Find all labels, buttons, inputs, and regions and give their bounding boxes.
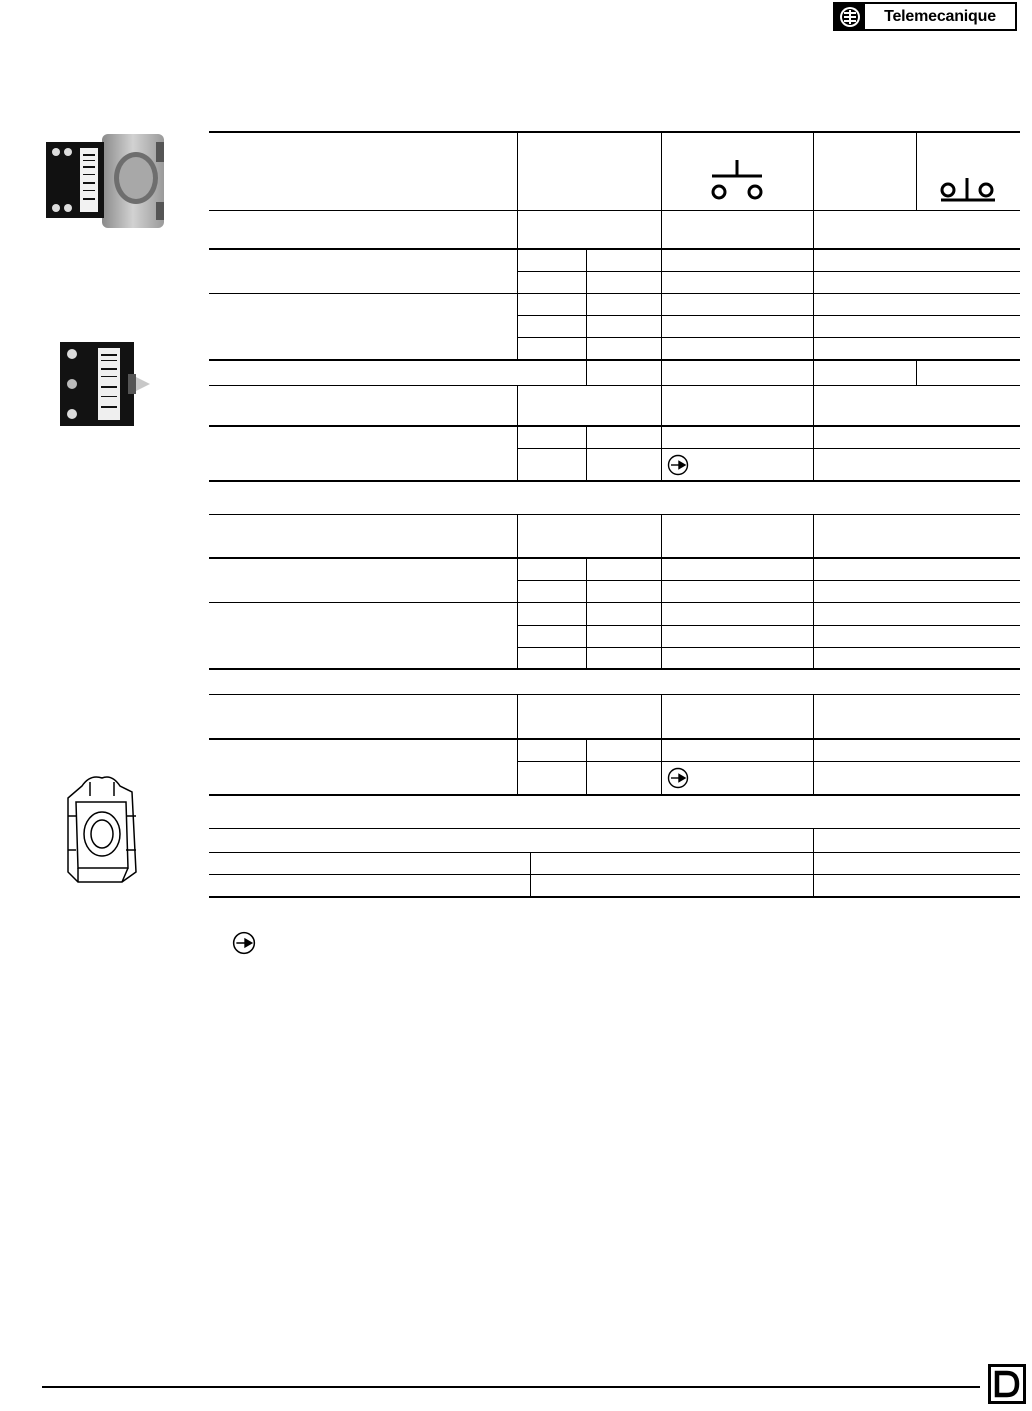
table-rule (517, 625, 1020, 626)
table-column-rule (813, 514, 814, 668)
table-rule (209, 896, 1020, 898)
table-column-rule (530, 852, 531, 896)
table-column-rule (661, 514, 662, 668)
table-column-rule (586, 738, 587, 794)
brand-name: Telemecanique (884, 7, 996, 25)
mounting-collar-drawing (60, 772, 146, 890)
circled-arrow-icon (232, 931, 256, 955)
normally-open-contact-symbol (706, 158, 768, 204)
table-rule (517, 761, 1020, 762)
circled-arrow-icon (667, 454, 689, 476)
table-column-rule (586, 557, 587, 668)
table-column-rule (517, 514, 518, 668)
table-rule (517, 337, 1020, 338)
table-column-rule (586, 359, 587, 385)
table-column-rule (661, 131, 662, 480)
table-rule (517, 647, 1020, 648)
brand-logo (833, 2, 1017, 31)
table-rule (209, 557, 1020, 559)
table-rule (209, 694, 1020, 695)
table-column-rule (517, 385, 518, 480)
circled-arrow-icon (667, 767, 689, 789)
table-rule (209, 385, 1020, 386)
table-rule (209, 794, 1020, 796)
telemecanique-logo-icon (835, 4, 865, 29)
table-rule (209, 359, 1020, 361)
table-rule (517, 271, 1020, 272)
table-rule (209, 852, 1020, 853)
table-rule (209, 480, 1020, 482)
table-rule (209, 425, 1020, 427)
table-rule (209, 210, 1020, 211)
contact-block-photo (58, 340, 154, 428)
table-rule (209, 514, 1020, 515)
table-column-rule (661, 694, 662, 794)
table-rule (517, 580, 1020, 581)
table-column-rule (813, 131, 814, 480)
square-d-logo-icon (988, 1364, 1026, 1404)
table-rule (209, 602, 1020, 603)
table-rule (209, 828, 1020, 829)
table-column-rule (517, 694, 518, 794)
table-column-rule (813, 694, 814, 794)
table-column-rule (586, 425, 587, 480)
table-rule (517, 315, 1020, 316)
footer-rule (42, 1386, 980, 1388)
table-column-rule (517, 131, 518, 359)
table-rule (209, 293, 1020, 294)
table-column-rule (916, 131, 917, 210)
table-column-rule (813, 828, 814, 896)
table-rule (209, 874, 1020, 875)
table-column-rule (586, 248, 587, 359)
table-rule (209, 668, 1020, 670)
table-column-rule (916, 359, 917, 385)
table-rule (209, 131, 1020, 133)
table-rule (517, 448, 1020, 449)
contact-block-with-mounting-collar-photo (44, 128, 168, 232)
normally-closed-contact-symbol (938, 176, 998, 206)
table-rule (209, 248, 1020, 250)
table-rule (209, 738, 1020, 740)
